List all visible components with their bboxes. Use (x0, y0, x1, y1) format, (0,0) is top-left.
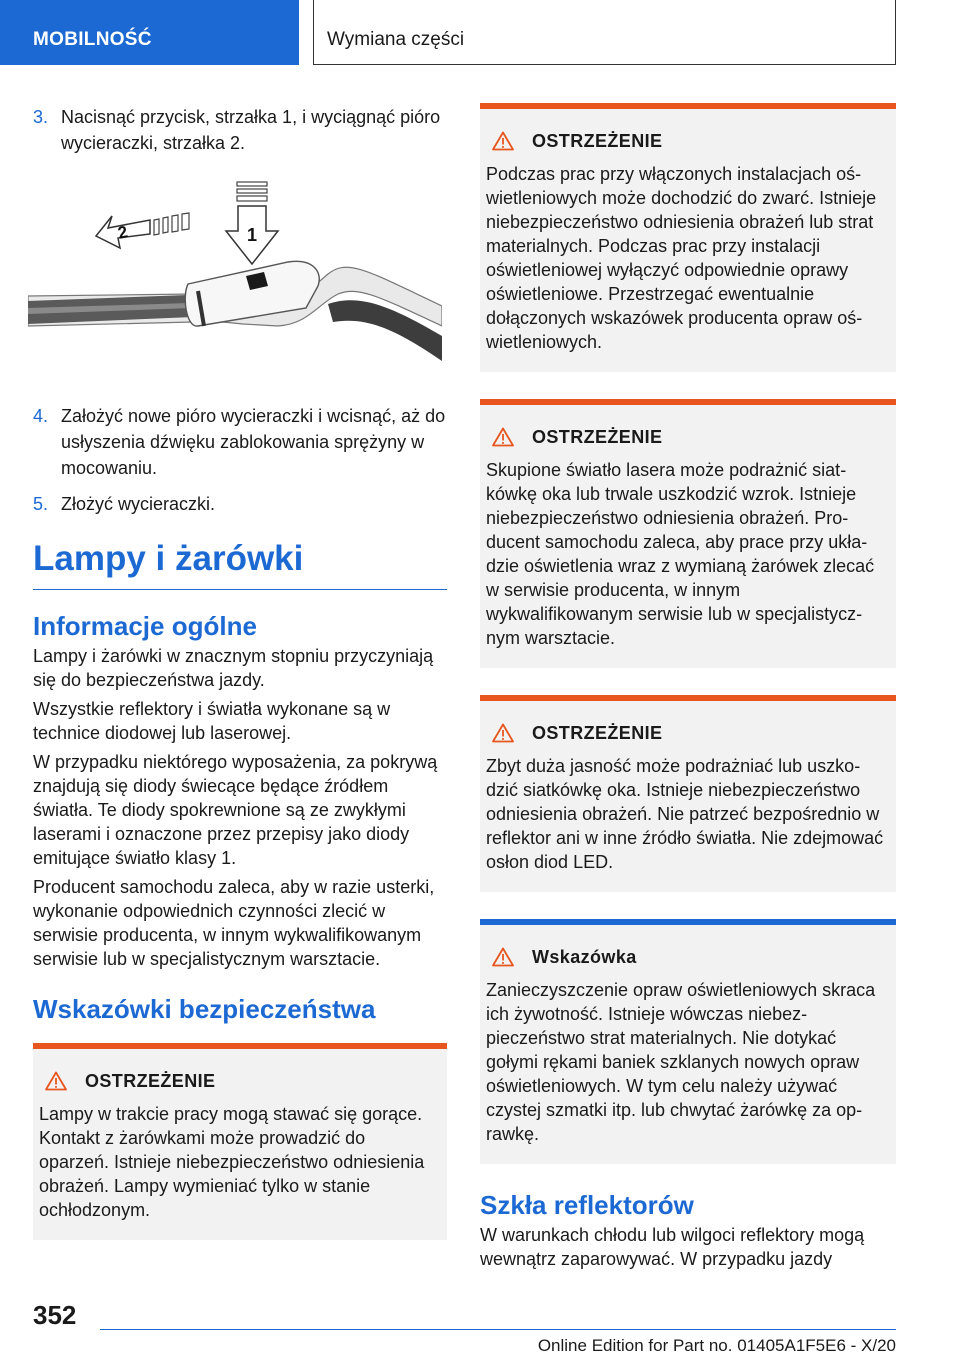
warning-title: OSTRZEŻENIE (486, 128, 886, 154)
warning-box (480, 695, 896, 892)
general-info-heading: Informacje ogólne (33, 611, 257, 641)
section-tab: MOBILNOŚĆ (0, 0, 299, 65)
step-number: 3. (33, 107, 49, 127)
warning-triangle-icon (492, 427, 514, 447)
safety-heading: Wskazówki bezpieczeństwa (33, 994, 376, 1024)
warning-box (480, 399, 896, 668)
glass-heading: Szkła reflektorów (480, 1190, 694, 1220)
warning-text: Podczas prac przy włączonych instalacjach oświetleniowych może dochodzić do zwarć. Istnieje niebezpieczeństwo odniesienia obrażeń lub strat materialnych. Podczas prac przy instalacji oświetleniowej wyłączyć odpowiednie oprawy oświetleniowe. Przestrzegać ewentualnie dołączonych wskazówek producenta opraw oświetleniowych. (486, 164, 877, 352)
paragraph: Lampy i żarówki w znacznym stopniu przyczyniają się do bezpieczeństwa jazdy. (33, 646, 434, 690)
step-4 (33, 403, 447, 481)
step-number: 5. (33, 494, 49, 514)
chapter-title: Wymiana części (313, 0, 896, 65)
note-text: Zanieczyszczenie opraw oświetleniowych skraca ich żywotność. Istnieje wówczas niebezpieczeństwo strat materialnych. Nie dotykać gołymi rękami baniek szklanych nowych opraw oświetleniowych. W tym celu należy używać czystej szmatki itp. lub chwytać żarówkę za oprawkę. (486, 980, 876, 1144)
page-number: 352 (33, 1300, 77, 1330)
footer-edition: Online Edition for Part no. 01405A1F5E6 - X/20 (537, 1336, 896, 1355)
right-column (480, 103, 896, 1271)
paragraph: Wszystkie reflektory i światła wykonane są w technice diodowej lub laserowej. (33, 699, 391, 743)
note-title: Wskazówka (486, 944, 886, 970)
warning-title: OSTRZEŻENIE (39, 1068, 437, 1094)
step-number: 4. (33, 406, 49, 426)
warning-triangle-icon (492, 723, 514, 743)
step-3 (33, 104, 447, 156)
section-heading: Lampy i żarówki (33, 539, 447, 590)
note-box (480, 919, 896, 1164)
paragraph: W przypadku niektórego wyposażenia, za pokrywą znajdują się diody świecące będące źródłem światła. Te diody spokrewnione są ze zwykłymi laserami i oznaczone przez przepisy jako diody emitujące światło klasy 1. (33, 752, 438, 868)
paragraph: Producent samochodu zaleca, aby w razie usterki, wykonanie odpowiednich czynności zlecić w serwisie producenta, w innym wykwalifikowanym serwisie lub w specjalistycznym warsztacie. (33, 877, 435, 969)
arrow-2-icon (96, 213, 189, 248)
warning-triangle-icon (492, 947, 514, 967)
step-5 (33, 491, 447, 517)
left-column (33, 104, 447, 1240)
wiper-illustration (28, 176, 442, 376)
warning-box (480, 103, 896, 372)
step-text: Nacisnąć przycisk, strzałka 1, i wyciągnąć pióro wycieraczki, strzałka 2. (61, 107, 441, 153)
step-text: Złożyć wycieraczki. (61, 494, 216, 514)
warning-text: Zbyt duża jasność może podrażniać lub uszkodzić siatkówkę oka. Istnieje niebezpieczeństwo odniesienia obrażeń. Nie patrzeć bezpośrednio w reflektor ani w inne źródło światła. Nie zdejmować osłon diod LED. (486, 756, 884, 872)
arrow-1-icon (226, 182, 278, 264)
warning-title: OSTRZEŻENIE (486, 720, 886, 746)
step-text: Założyć nowe pióro wycieraczki i wcisnąć, aż do usłyszenia dźwięku zablokowania sprężyny w mocowaniu. (61, 406, 446, 478)
warning-triangle-icon (492, 131, 514, 151)
paragraph: W warunkach chłodu lub wilgoci reflektory mogą wewnątrz zaparowywać. W przypadku jazdy (480, 1225, 865, 1269)
warning-triangle-icon (45, 1071, 67, 1091)
warning-title: OSTRZEŻENIE (486, 424, 886, 450)
warning-box (33, 1043, 447, 1240)
warning-text: Skupione światło lasera może podrażnić siatkówkę oka lub trwale uszkodzić wzrok. Istnieje niebezpieczeństwo odniesienia obrażeń. Producent samochodu zaleca, aby prace przy układzie oświetlenia wraz z wymianą żarówek zlecać w serwisie producenta, w innym wykwalifikowanym serwisie lub w specjalistycznym warsztacie. (486, 460, 875, 648)
footer-divider (100, 1329, 896, 1330)
warning-text: Lampy w trakcie pracy mogą stawać się gorące. Kontakt z żarówkami może prowadzić do oparzeń. Istnieje niebezpieczeństwo odniesienia obrażeń. Lampy wymieniać tylko w stanie ochłodzonym. (39, 1104, 425, 1220)
arrow-1-label: 1 (246, 225, 258, 245)
arrow-2-label: 2 (116, 222, 130, 243)
